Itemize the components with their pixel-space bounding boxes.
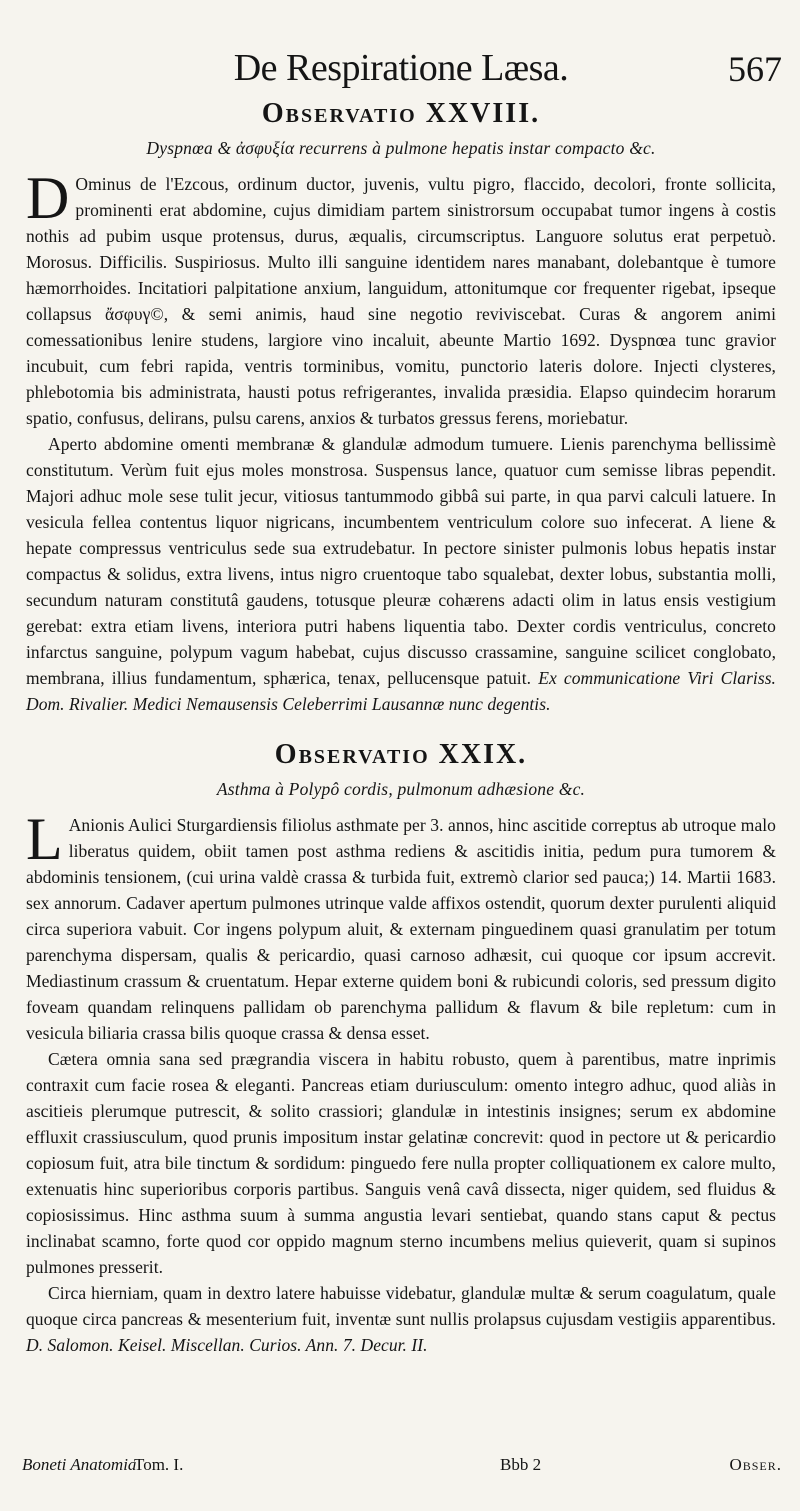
observation-28 bbox=[26, 98, 776, 717]
page-header bbox=[26, 40, 782, 96]
observation-paragraph bbox=[26, 806, 776, 1046]
page-footer bbox=[22, 1455, 782, 1479]
paragraph-text: Circa hierniam, quam in dextro latere habuisse videbatur, glandulæ multæ & serum coagulatum, quale quoque circa pancreas & mesenterium fuit, inventæ sunt nullis prolapsus cujusdam vestigiis apparentibus. bbox=[26, 1283, 776, 1329]
observation-paragraph bbox=[26, 431, 776, 717]
source-citation: Ex communicatione Viri Clariss. Dom. Rivalier. Medici Nemausensis Celeberrimi Lausannæ nunc degentis. bbox=[26, 668, 776, 714]
book-page bbox=[26, 40, 782, 1358]
paragraph-text: Aperto abdomine omenti membranæ & glandulæ admodum tumuere. Lienis parenchyma bellissimè constitutum. Verùm fuit ejus moles monstrosa. Suspensus lance, quatuor cum semisse libras pependit. Majori adhuc mole sese tulit jecur, vitiosus tantummodo gibbâ sui parte, in qua parvi calculi latuere. In vesicula fellea contentus liquor nigricans, incumbentem ventriculum colore suo infecerat. A liene & hepate compressus ventriculus sede sua extrudebatur. In pectore sinister pulmonis lobus hepatis instar compactus & solidus, extra livens, intus nigro cruentoque tabo squalebat, dexter lobus, substantia molli, secundum naturam constitutâ gaudens, totusque pleuræ cohærens adacti olim in latus ensis vestigium gerebat: extra etiam livens, interiora putri habens liquentia tabo. Dexter cordis ventriculus, concreto infarctus sanguine, polypum vagum habebat, cujus discusso crassamine, sanguine scilicet conglobato, membrana, illius fundamentum, sphærica, tenax, pellucensque patuit. bbox=[26, 434, 776, 688]
paragraph-text: Ominus de l'Ezcous, ordinum ductor, juvenis, vultu pigro, flaccido, decolori, fronte sollicita, prominenti erat abdomine, cujus dimidiam partem sinistrorsum occupabat tumor ingens à costis nothis ad pubim usque protensus, durus, æqualis, circumscriptus. Languore solutus erat perpetuò. Morosus. Difficilis. Suspiriosus. Multo illi sanguine identidem nares manabant, dolebantque è tumore hæmorrhoides. Incitatiori palpitatione anxium, languidum, attonitumque cor frequenter rigebat, ipseque collapsus ἄσφυγ©, & semi animis, haud sine negotio reviviscebat. Curas & angorem animi comessationibus lenire studens, largiore vino incaluit, abeunte Martio 1692. Dyspnœa tunc gravior incubuit, cum febri rapida, ventris torminibus, vomitu, punctorio lateris dolore. Injecti clysteres, phlebotomia bis administrata, hausti potus refrigerantes, invalida præsidia. Elapso quindecim horarum spatio, confusus, delirans, pulsu carens, anxios & turbatos gressus ferens, moriebatur. bbox=[26, 174, 776, 428]
drop-cap: L bbox=[26, 806, 63, 872]
footer-book-title: Boneti Anatomia bbox=[22, 1455, 137, 1474]
observation-title: Observatio XXVIII. bbox=[261, 98, 541, 129]
paragraph-text: Cætera omnia sana sed prægrandia viscera in habitu robusto, quem à parentibus, matre inprimis contraxit cum facie rosea & eleganti. Pancreas etiam duriusculum: omento integro adhuc, quod aliàs in ascitieis plerumque putrescit, & solito crassiori; glandulæ in intestinis insignes; serum ex abdomine effluxit crassiusculum, quod prunis impositum instar gelatinæ concrevit: quod in pectore ut & pericardio copiosum fuit, atra bile tinctum & sordidum: pinguedo fere nulla propter colliquationem ex calore multo, extenuatis hinc superioribus corporis partibus. Sanguis venâ cavâ dissecta, niger quidem, sed fluidus & copiosissimus. Hinc asthma suum à summa angustia levari sentiebat, quando stans caput & pectus inclinabat scamno, forte quod cor oppido magnum sterno incumbens melius quieverit, quam si supinos pulmones presserit. bbox=[26, 1049, 776, 1277]
page-number: 567 bbox=[728, 49, 782, 89]
source-citation: D. Salomon. Keisel. Miscellan. Curios. Ann. 7. Decur. II. bbox=[26, 1335, 428, 1355]
observation-paragraph bbox=[26, 1280, 776, 1358]
observation-subtitle: Asthma à Polypô cordis, pulmonum adhæsione &c. bbox=[216, 779, 586, 799]
paragraph-text: Anionis Aulici Sturgardiensis filiolus asthmate per 3. annos, hinc ascitide correptus ab utroque malo liberatus quidem, obiit tamen post asthma rediens & ascitidis initia, pedum pura tumorem & abdominis tensionem, (cui urina valdè crassa & turbida fuit, extremò clarior sed pauca;) 14. Martii 1683. sex annorum. Cadaver apertum pulmones utrinque valde affixos ostendit, quorum dexter purulenti aliquid circa superiora vabuit. Cor ingens polypum aluit, & externam pinguedinem quasi granulatim per totum parenchyma dispersam, qualis & pericardio, quasi carnoso adhæsit, cui quoque cor ipsum accrevit. Mediastinum crassum & cruentatum. Hepar externe quidem boni & rubicundi coloris, sed pressum digito foveam quandam relinquens pallidam ob parenchyma pallidum & flavum & bile repletum: cum in vesicula biliaria crassa bilis quoque crassa & densa esset. bbox=[26, 815, 776, 1043]
section-gap bbox=[26, 717, 776, 739]
observation-title: Observatio XXIX. bbox=[274, 739, 528, 770]
observation-29 bbox=[26, 739, 776, 1358]
footer-catchword: Obser. bbox=[729, 1455, 782, 1474]
observation-paragraph bbox=[26, 1046, 776, 1280]
observation-paragraph bbox=[26, 165, 776, 431]
footer-signature-mark: Bbb 2 bbox=[500, 1455, 542, 1474]
running-title: De Respiratione Læsa. bbox=[233, 47, 569, 89]
observation-subtitle: Dyspnœa & ἀσφυξία recurrens à pulmone hepatis instar compacto &c. bbox=[146, 138, 656, 158]
footer-volume: Tom. I. bbox=[134, 1455, 184, 1474]
drop-cap: D bbox=[26, 165, 70, 231]
